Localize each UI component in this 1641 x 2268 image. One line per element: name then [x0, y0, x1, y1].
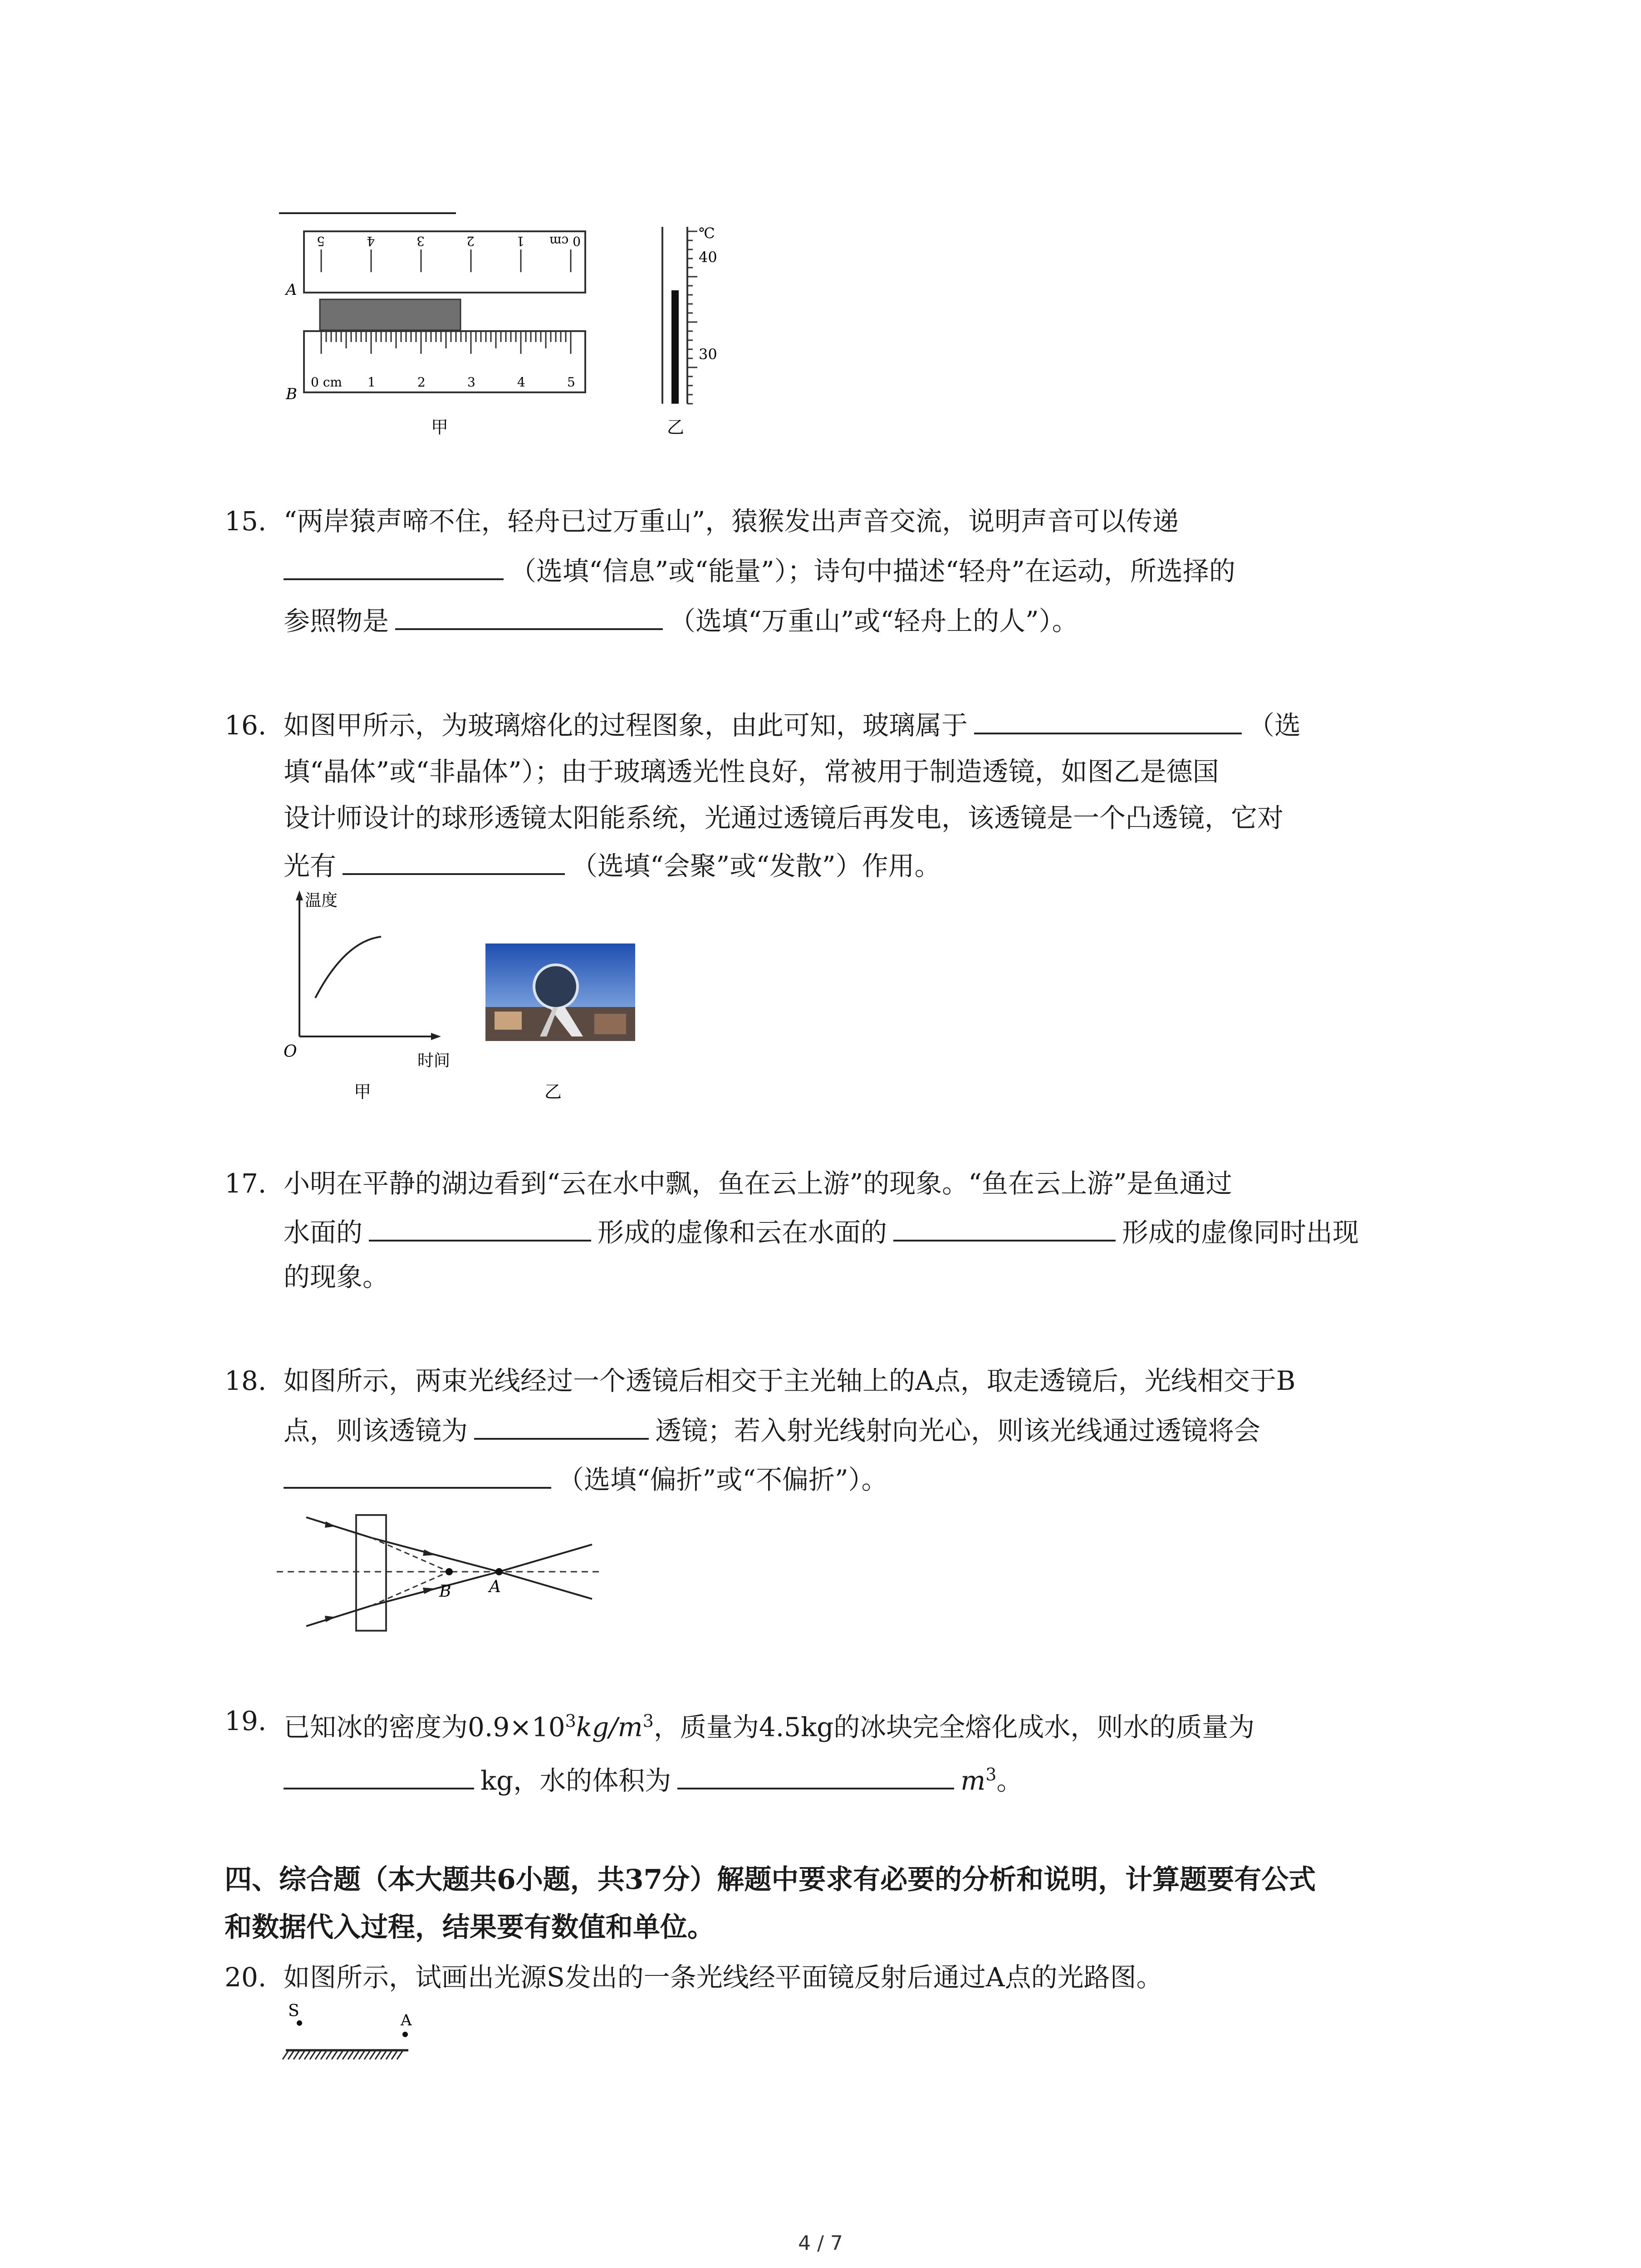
q17-line2: [284, 1208, 1359, 1257]
mirror-hatch-mark: [381, 2051, 386, 2059]
q17-line2-text-c: 形成的虚像同时出现: [1122, 1217, 1359, 1248]
figure-thermometer-yi: [635, 218, 753, 445]
q18-line1: 如图所示，两束光线经过一个透镜后相交于主光轴上的A点，取走透镜后，光线相交于B: [284, 1365, 1296, 1396]
ruler-b-tick-4: 4: [517, 375, 525, 390]
ruler-b-tick-2: 2: [417, 375, 426, 390]
mirror-hatch-mark: [343, 2051, 348, 2059]
ruler-a-label: A: [286, 281, 297, 299]
source-s-label: S: [288, 2002, 299, 2020]
ruler-b-tick-3: 3: [467, 375, 475, 390]
graph-origin: O: [284, 1042, 297, 1061]
mirror-hatch-mark: [310, 2051, 315, 2059]
q16-line4: [284, 841, 941, 890]
q17-line2-text-a: 水面的: [284, 1217, 363, 1248]
question-number: 20.: [225, 1962, 267, 1993]
answer-blank[interactable]: [343, 841, 565, 875]
q19-line1-text-a: 已知冰的密度为0.9×10: [284, 1711, 565, 1743]
thermo-unit: ℃: [699, 225, 715, 242]
mirror-hatch-mark: [337, 2051, 343, 2059]
graph-caption-jia: 甲: [354, 1082, 372, 1102]
point-a-label: A: [401, 2011, 412, 2029]
mirror-hatch-mark: [326, 2051, 332, 2059]
mirror-hatch-mark: [299, 2051, 304, 2059]
q15-line3-text-a: 参照物是: [284, 606, 389, 636]
figure-ruler-jia: [272, 222, 599, 449]
question-number: 19.: [225, 1706, 267, 1736]
q19-exp2: 3: [642, 1711, 654, 1731]
q16-line4-text-a: 光有: [284, 850, 337, 881]
ruler-a-tick-4: 1: [516, 234, 524, 249]
q19-unit: kg/m: [576, 1711, 643, 1743]
q16-line3: 设计师设计的球形透镜太阳能系统，光通过透镜后再发电，该透镜是一个凸透镜，它对: [284, 802, 1284, 833]
ruler-b-tick-5: 5: [567, 375, 575, 390]
q15-line1: “两岸猿声啼不住，轻舟已过万重山”，猿猴发出声音交流，说明声音可以传递: [284, 506, 1179, 537]
mirror-hatch-mark: [315, 2051, 321, 2059]
q19-line1-text-c: ，质量为4.5kg的冰块完全熔化成水，则水的质量为: [653, 1711, 1255, 1743]
answer-blank[interactable]: [677, 1756, 954, 1789]
question-number: 15.: [225, 506, 267, 537]
question-number: 16.: [225, 710, 267, 741]
photo-caption-yi: 乙: [544, 1082, 562, 1102]
thermo-30: 30: [699, 346, 717, 363]
answer-blank[interactable]: [395, 596, 663, 630]
section-4-heading-line2: 和数据代入过程，结果要有数值和单位。: [225, 1911, 715, 1943]
q18-line2: [284, 1406, 1260, 1455]
mirror-hatch-mark: [288, 2051, 294, 2059]
question-number: 17.: [225, 1168, 267, 1199]
answer-blank[interactable]: [284, 1455, 551, 1489]
graph-xlabel: 时间: [417, 1051, 451, 1070]
graph-ylabel: 温度: [305, 891, 338, 910]
q17-line1: 小明在平静的湖边看到“云在水中飘，鱼在云上游”的现象。“鱼在云上游”是鱼通过: [284, 1168, 1232, 1199]
question-number: 18.: [225, 1365, 267, 1396]
ruler-a-tick-2: 3: [416, 234, 425, 249]
mirror-hatch-mark: [348, 2051, 353, 2059]
melting-graph-jia: [272, 887, 499, 1105]
thermo-40: 40: [699, 249, 717, 266]
answer-blank[interactable]: [284, 547, 504, 580]
q16-line1-text-b: （选: [1248, 710, 1301, 741]
ruler-a-tick-0: 5: [317, 234, 325, 249]
q18-line2-text-a: 点，则该透镜为: [284, 1415, 468, 1446]
mirror-hatch-mark: [370, 2051, 375, 2059]
q16-line2: 填“晶体”或“非晶体”）；由于玻璃透光性良好，常被用于制造透镜，如图乙是德国: [284, 756, 1219, 787]
answer-blank[interactable]: [893, 1208, 1116, 1242]
q15-line2-text: （选填“信息”或“能量”）；诗句中描述“轻舟”在运动，所选择的: [510, 556, 1235, 587]
ruler-a-tick-3: 2: [466, 234, 475, 249]
q19-line1: [284, 1696, 1254, 1751]
q19-line2-unit: m: [960, 1765, 986, 1796]
mirror-hatch-mark: [364, 2051, 370, 2059]
mirror-hatch-mark: [392, 2051, 397, 2059]
q19-line2-text-a: kg，水的体积为: [480, 1765, 671, 1796]
mirror-hatch-mark: [283, 2051, 288, 2059]
point-b-label: B: [439, 1582, 451, 1601]
q19-line2: [284, 1750, 1023, 1805]
mirror-hatch-mark: [321, 2051, 326, 2059]
figure14-caption-yi: 乙: [667, 417, 685, 437]
q15-line3: [284, 596, 1078, 645]
answer-blank[interactable]: [474, 1406, 649, 1440]
sphere-lens-photo-yi: [485, 943, 640, 1107]
ruler-a-tick-1: 4: [367, 234, 375, 249]
q15-line3-text-b: （选填“万重山”或“轻舟上的人”）。: [669, 606, 1078, 636]
answer-blank[interactable]: [284, 1756, 474, 1789]
mirror-hatch-mark: [359, 2051, 364, 2059]
ruler-b-tick-0: 0 cm: [311, 375, 342, 390]
q15-line2: [284, 547, 1235, 596]
q16-line1: [284, 701, 1301, 750]
page-number: 4 / 7: [798, 2232, 843, 2255]
mirror-hatch-mark: [294, 2051, 299, 2059]
q16-line4-text-b: （选填“会聚”或“发散”）作用。: [571, 850, 941, 881]
q17-line3: 的现象。: [284, 1261, 389, 1292]
section-4-heading-line1: 四、综合题（本大题共6小题，共37分）解题中要求有必要的分析和说明，计算题要有公式: [225, 1864, 1316, 1896]
q19-line2-exp: 3: [985, 1765, 997, 1784]
mirror-hatch-mark: [353, 2051, 359, 2059]
q20-line1: 如图所示，试画出光源S发出的一条光线经平面镜反射后通过A点的光路图。: [284, 1962, 1163, 1993]
figure14-caption-jia: 甲: [431, 417, 449, 437]
q17-line2-text-b: 形成的虚像和云在水面的: [598, 1217, 887, 1248]
mirror-hatch-mark: [386, 2051, 392, 2059]
q19-exp: 3: [565, 1711, 576, 1731]
q18-line3-text: （选填“偏折”或“不偏折”）。: [558, 1464, 888, 1495]
ruler-a-tick-5: 0 cm: [549, 234, 581, 249]
mirror-diagram: [279, 1998, 424, 2080]
mirror-hatch-mark: [375, 2051, 381, 2059]
mirror-hatch-mark: [397, 2051, 402, 2059]
mirror-hatch-mark: [332, 2051, 337, 2059]
ruler-b-label: B: [286, 385, 297, 403]
q16-line1-text-a: 如图甲所示，为玻璃熔化的过程图象，由此可知，玻璃属于: [284, 710, 968, 741]
q19-line2-text-c: 。: [996, 1765, 1023, 1796]
mirror-hatch-mark: [304, 2051, 310, 2059]
answer-blank[interactable]: [974, 701, 1242, 734]
lens-ray-diagram: [272, 1506, 608, 1642]
point-a-label: A: [489, 1578, 501, 1596]
ruler-b-tick-1: 1: [367, 375, 376, 390]
top-answer-blank: [279, 212, 456, 214]
answer-blank[interactable]: [369, 1208, 591, 1242]
q18-line2-text-b: 透镜；若入射光线射向光心，则该光线通过透镜将会: [655, 1415, 1261, 1446]
q18-line3: [284, 1455, 888, 1504]
